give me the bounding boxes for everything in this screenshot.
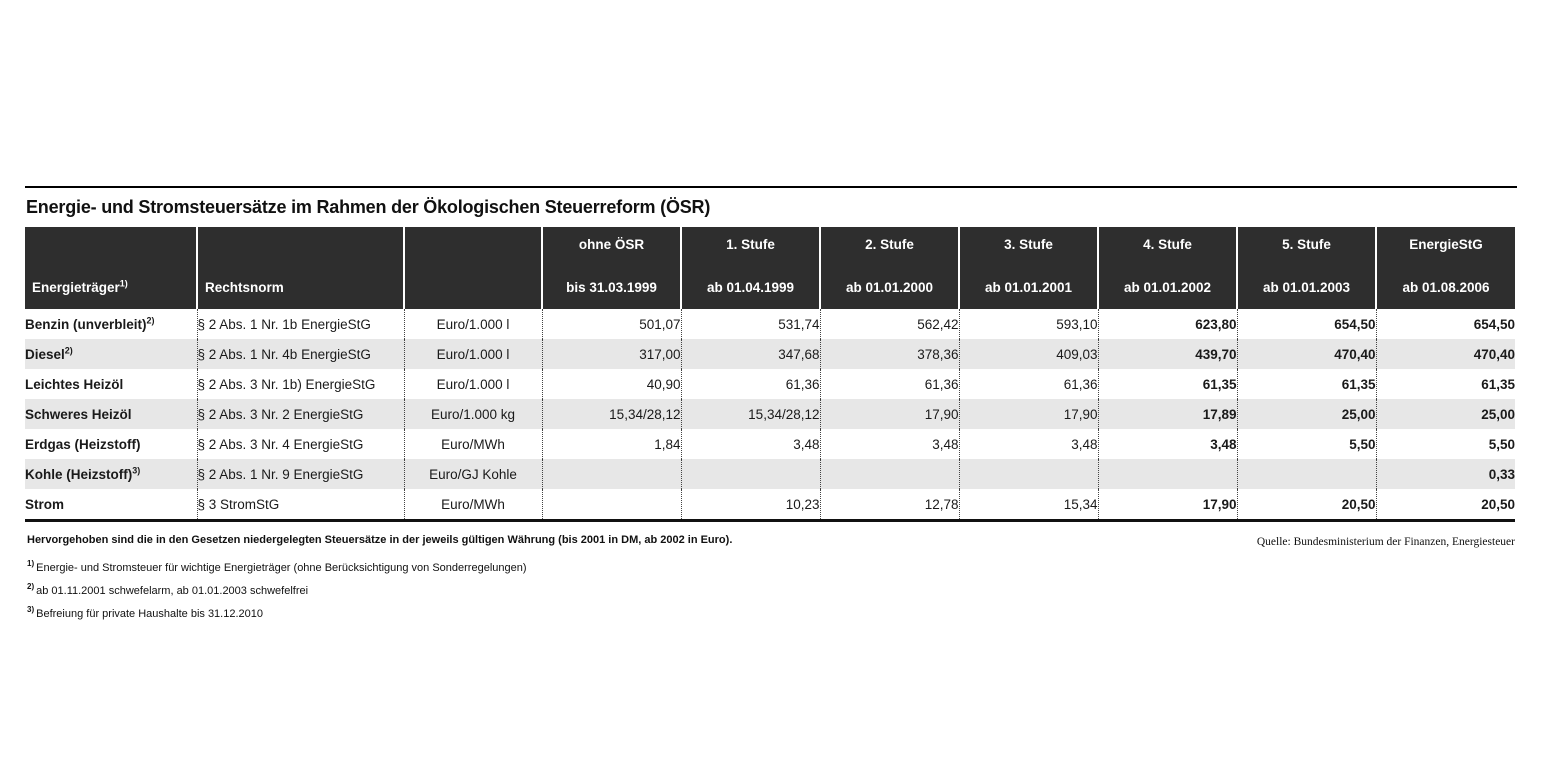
footnote-text: ab 01.11.2001 schwefelarm, ab 01.01.2003 schwefelfrei: [36, 585, 309, 597]
stage-date: ab 01.01.2001: [984, 280, 1073, 295]
header-stage-energiestg: [1376, 227, 1515, 309]
legal-norm-cell: § 2 Abs. 1 Nr. 4b EnergieStG: [197, 339, 404, 369]
header-stage-2: [820, 227, 959, 309]
value-cell: 15,34/28,12: [681, 399, 820, 429]
energy-carrier-cell: Schweres Heizöl: [25, 406, 132, 422]
stage-name: EnergieStG: [1409, 237, 1483, 252]
footnote-marker: 3): [27, 605, 35, 615]
value-cell: 470,40: [1376, 339, 1515, 369]
value-cell: 10,23: [681, 489, 820, 521]
value-cell: 15,34: [959, 489, 1098, 521]
legal-norm-cell: § 3 StromStG: [197, 489, 404, 521]
value-cell: 623,80: [1098, 309, 1237, 339]
value-cell: 409,03: [959, 339, 1098, 369]
value-cell: 317,00: [542, 339, 681, 369]
value-cell: 378,36: [820, 339, 959, 369]
stage-date: ab 01.01.2000: [845, 280, 934, 295]
page-title: [26, 196, 1517, 218]
value-cell: 61,35: [1098, 369, 1237, 399]
footnote-marker: 3): [132, 465, 141, 475]
unit-cell: Euro/1.000 kg: [404, 399, 542, 429]
value-cell: [820, 459, 959, 489]
value-cell: 562,42: [820, 309, 959, 339]
value-cell: 439,70: [1098, 339, 1237, 369]
value-cell: 5,50: [1237, 429, 1376, 459]
value-cell: 61,36: [959, 369, 1098, 399]
value-cell: [542, 489, 681, 521]
unit-cell: Euro/1.000 l: [404, 309, 542, 339]
footnote-marker: 1): [27, 559, 35, 569]
top-horizontal-rule: [25, 186, 1517, 188]
header-legal-norm: [197, 227, 404, 309]
legal-norm-cell: § 2 Abs. 1 Nr. 1b EnergieStG: [197, 309, 404, 339]
energy-carrier-cell: Benzin (unverbleit)$^{2)}$: [25, 315, 155, 332]
footnote-marker: 2): [146, 315, 155, 325]
stage-date: ab 01.04.1999: [706, 280, 795, 295]
energy-carrier-cell: Leichtes Heizöl: [25, 376, 124, 392]
header-row: [25, 227, 1515, 309]
unit-cell: Euro/1.000 l: [404, 339, 542, 369]
table-row-diesel: [25, 339, 1515, 369]
value-cell: 593,10: [959, 309, 1098, 339]
header-unit-column: [404, 227, 542, 309]
content-area: [25, 186, 1517, 631]
legal-norm-cell: § 2 Abs. 3 Nr. 1b) EnergieStG: [197, 369, 404, 399]
value-cell: 3,48: [681, 429, 820, 459]
header-stage-4: [1098, 227, 1237, 309]
stage-name: 4. Stufe: [1143, 237, 1192, 252]
highlight-note: Hervorgehoben sind die in den Gesetzen niedergelegten Steuersätze in der jeweils gültigen Währung (bis 2001 in DM, ab 2002 in Euro).: [27, 534, 733, 546]
table-body: [25, 309, 1515, 521]
value-cell: 20,50: [1376, 489, 1515, 521]
value-cell: [1237, 459, 1376, 489]
value-cell: 17,90: [1098, 489, 1237, 521]
value-cell: 347,68: [681, 339, 820, 369]
value-cell: 25,00: [1376, 399, 1515, 429]
footnote-text: Energie- und Stromsteuer für wichtige Energieträger (ohne Berücksichtigung von Sonderregelungen): [36, 562, 527, 574]
stage-date: ab 01.01.2002: [1123, 280, 1212, 295]
table-row-strom: [25, 489, 1515, 521]
footnote-3: [27, 605, 1515, 621]
stage-date: ab 01.01.2003: [1262, 280, 1351, 295]
header-legal-norm-label: Rechtsnorm: [205, 280, 284, 295]
value-cell: 61,35: [1376, 369, 1515, 399]
table-row-leichtes-heizoel: [25, 369, 1515, 399]
value-cell: 3,48: [1098, 429, 1237, 459]
unit-cell: Euro/GJ Kohle: [404, 459, 542, 489]
footnote-marker: 1): [119, 278, 128, 289]
value-cell: 25,00: [1237, 399, 1376, 429]
value-cell: 1,84: [542, 429, 681, 459]
footnote-list: [27, 559, 1515, 621]
table-row-schweres-heizoel: [25, 399, 1515, 429]
energy-carrier-cell: Erdgas (Heizstoff): [25, 436, 141, 452]
header-stage-5: [1237, 227, 1376, 309]
stage-date: bis 31.03.1999: [566, 280, 657, 295]
value-cell: 61,36: [820, 369, 959, 399]
value-cell: 17,90: [820, 399, 959, 429]
stage-date: ab 01.08.2006: [1402, 280, 1490, 295]
header-stage-3: [959, 227, 1098, 309]
value-cell: 470,40: [1237, 339, 1376, 369]
value-cell: 61,35: [1237, 369, 1376, 399]
table-row-erdgas: [25, 429, 1515, 459]
table-header: [25, 227, 1515, 309]
table-row-kohle: [25, 459, 1515, 489]
value-cell: [959, 459, 1098, 489]
value-cell: 3,48: [820, 429, 959, 459]
value-cell: [681, 459, 820, 489]
value-cell: 61,36: [681, 369, 820, 399]
value-cell: [542, 459, 681, 489]
header-stage-ohne-oesr: [542, 227, 681, 309]
energy-carrier-cell: Diesel$^{2)}$: [25, 345, 73, 362]
value-cell: 17,90: [959, 399, 1098, 429]
energy-carrier-cell: Strom: [25, 496, 65, 512]
header-energy-carrier: [25, 227, 197, 309]
page-title-text: Energie- und Stromsteuersätze im Rahmen der Ökologischen Steuerreform (ÖSR): [26, 197, 711, 217]
footnote-marker: 2): [27, 582, 35, 592]
footnote-marker: 2): [64, 345, 73, 355]
source-attribution: Quelle: Bundesministerium der Finanzen, Energiesteuer: [1256, 536, 1515, 548]
value-cell: 17,89: [1098, 399, 1237, 429]
value-cell: 3,48: [959, 429, 1098, 459]
unit-cell: Euro/MWh: [404, 489, 542, 521]
stage-name: ohne ÖSR: [578, 237, 645, 252]
value-cell: 5,50: [1376, 429, 1515, 459]
value-cell: 40,90: [542, 369, 681, 399]
energy-carrier-cell: Kohle (Heizstoff)$^{3)}$: [25, 465, 141, 482]
value-cell: 654,50: [1237, 309, 1376, 339]
legal-norm-cell: § 2 Abs. 3 Nr. 4 EnergieStG: [197, 429, 404, 459]
value-cell: 20,50: [1237, 489, 1376, 521]
legal-norm-cell: § 2 Abs. 1 Nr. 9 EnergieStG: [197, 459, 404, 489]
unit-cell: Euro/1.000 l: [404, 369, 542, 399]
value-cell: 654,50: [1376, 309, 1515, 339]
footnote-2: [27, 582, 1515, 598]
stage-name: 5. Stufe: [1282, 237, 1331, 252]
stage-name: 3. Stufe: [1004, 237, 1053, 252]
value-cell: [1098, 459, 1237, 489]
table-row-benzin: [25, 309, 1515, 339]
footnote-1: [27, 559, 1515, 575]
value-cell: 501,07: [542, 309, 681, 339]
legal-norm-cell: § 2 Abs. 3 Nr. 2 EnergieStG: [197, 399, 404, 429]
stage-name: 2. Stufe: [865, 237, 914, 252]
header-stage-1: [681, 227, 820, 309]
tax-rates-table: [25, 227, 1515, 522]
value-cell: 0,33: [1376, 459, 1515, 489]
unit-cell: Euro/MWh: [404, 429, 542, 459]
value-cell: 12,78: [820, 489, 959, 521]
value-cell: 15,34/28,12: [542, 399, 681, 429]
stage-name: 1. Stufe: [726, 237, 775, 252]
footnote-text: Befreiung für private Haushalte bis 31.12.2010: [36, 608, 263, 620]
header-energy-carrier-label: Energieträger$^{1)}$: [32, 278, 128, 295]
notes-area: [25, 534, 1515, 621]
value-cell: 531,74: [681, 309, 820, 339]
